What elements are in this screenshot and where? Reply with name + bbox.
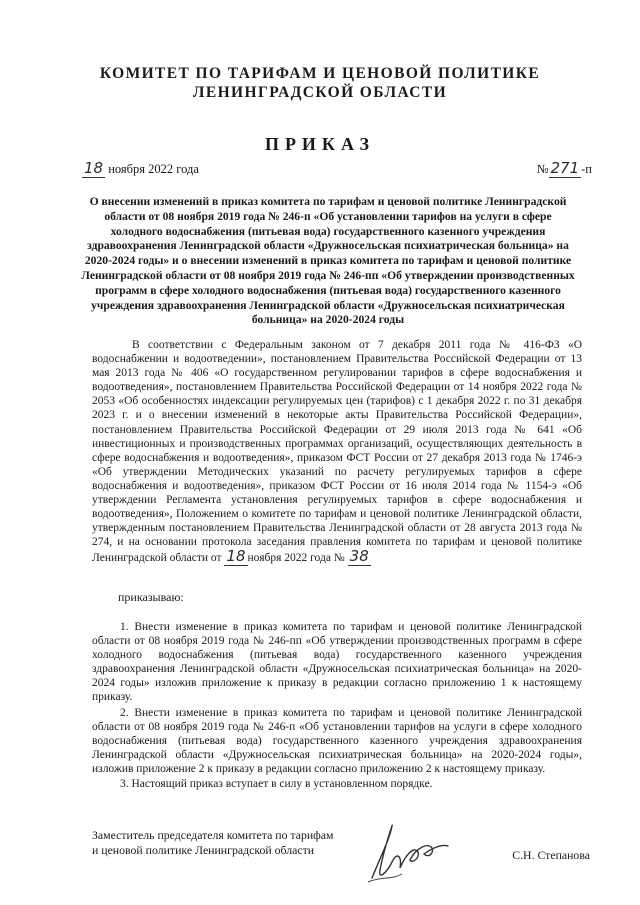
signatory-name: С.Н. Степанова [512, 848, 590, 862]
order-heading: О внесении изменений в приказ комитета по тарифам и ценовой политике Ленинградской области от 08 ноября 2019 года № 246-п «Об установлении тарифов на услуги в сфере холодного водоснабжения (питьевая вода) государственного казенного учреждения здравоохранения Ленинградской области «Дружносельская психиатрическая больница» на 2020-2024 годы» и о внесении изменений в приказ комитета по тарифам и ценовой политике Ленинградской области от 08 ноября 2019 года № 246-пп «Об утверждении производственных программ в сфере холодного водоснабжения (питьевая вода) государственного казенного учреждения здравоохранения Ленинградской области «Дружносельская психиатрическая больница» на 2020-2024 годы [81, 195, 575, 327]
organization-line-1: КОМИТЕТ ПО ТАРИФАМ И ЦЕНОВОЙ ПОЛИТИКЕ [99, 65, 541, 82]
decree-word: приказываю: [118, 590, 184, 604]
order-date-rest: ноября 2022 года [105, 162, 199, 176]
order-title: ПРИКАЗ [264, 134, 376, 154]
order-item-1: 1. Внести изменение в приказ комитета по тарифам и ценовой политике Ленинградской области от 08 ноября 2019 года № 246-пп «Об утверждении производственных программ в сфере холодного водоснабжения (питьевая вода) государственного казенного учреждения здравоохранения Ленинградской области «Дружносельская психиатрическая больница» на 2020-2024 годы» изложив приложение к приказу в редакции согласно приложению 1 к настоящему приказу. [92, 621, 582, 704]
protocol-date-rest: ноября 2022 года № [247, 552, 345, 565]
order-number-suffix: -п [581, 162, 592, 176]
protocol-number: 38 [349, 547, 369, 566]
order-item-2: 2. Внести изменение в приказ комитета по тарифам и ценовой политике Ленинградской области от 08 ноября 2019 года № 246-п «Об установлении тарифов на услуги в сфере холодного водоснабжения (питьевая вода) государственного казенного учреждения здравоохранения Ленинградской области «Дружносельская психиатрическая больница» на 2020-2024 годы», изложив приложение 2 к приказу в редакции согласно приложению 2 к настоящему приказу. [92, 706, 582, 775]
order-date [82, 159, 199, 177]
organization-line-2: ЛЕНИНГРАДСКОЙ ОБЛАСТИ [192, 84, 448, 101]
order-number-value: 271 [550, 159, 580, 177]
signatory-position [92, 828, 334, 858]
signatory-position-line-1: Заместитель председателя комитета по тарифам [92, 828, 334, 842]
organization-header [60, 64, 580, 102]
signatory-position-line-2: и ценовой политике Ленинградской области [92, 843, 315, 857]
order-number [537, 159, 592, 177]
order-number-prefix: № [536, 162, 549, 176]
order-items [92, 620, 582, 792]
preamble-main: В соответствии с Федеральным законом от 7 декабря 2011 года № 416-ФЗ «О водоснабжении и водоотведении», постановлением Правительства Российской Федерации от 13 мая 2013 года № 406 «О государственном регулировании тарифов в сфере водоснабжения и водоотведения», постановлением Правительства Российской Федерации от 14 ноября 2022 года № 2053 «Об особенностях индексации регулируемых цен (тарифов) с 1 декабря 2022 г. по 31 декабря 2023 г. и о внесении изменений в некоторые акты Правительства Российской Федерации», постановлением Правительства Российской Федерации от 29 июля 2013 года № 641 «Об инвестиционных и производственных программах организаций, осуществляющих деятельность в сфере водоснабжения и водоотведения», приказом ФСТ России от 27 декабря 2013 года № 1746-э «Об утверждении Методических указаний по расчету регулируемых тарифов в сфере водоснабжения и водоотведения», приказом ФСТ России от 16 июля 2014 года № 1154-э «Об утверждении Регламента установления регулируемых тарифов в сфере водоснабжения и водоотведения», Положением о комитете по тарифам и ценовой политике Ленинградской области, утвержденным постановлением Правительства Ленинградской области от 28 августа 2013 года № 274, и на основании протокола заседания правления комитета по тарифам и ценовой политике Ленинградской области от [92, 339, 582, 565]
handwritten-signature [362, 818, 452, 888]
preamble-paragraph [92, 338, 582, 566]
protocol-day: 18 [226, 547, 246, 566]
order-item-3: 3. Настоящий приказ вступает в силу в установленном порядке. [120, 778, 433, 791]
order-date-day: 18 [84, 159, 104, 177]
